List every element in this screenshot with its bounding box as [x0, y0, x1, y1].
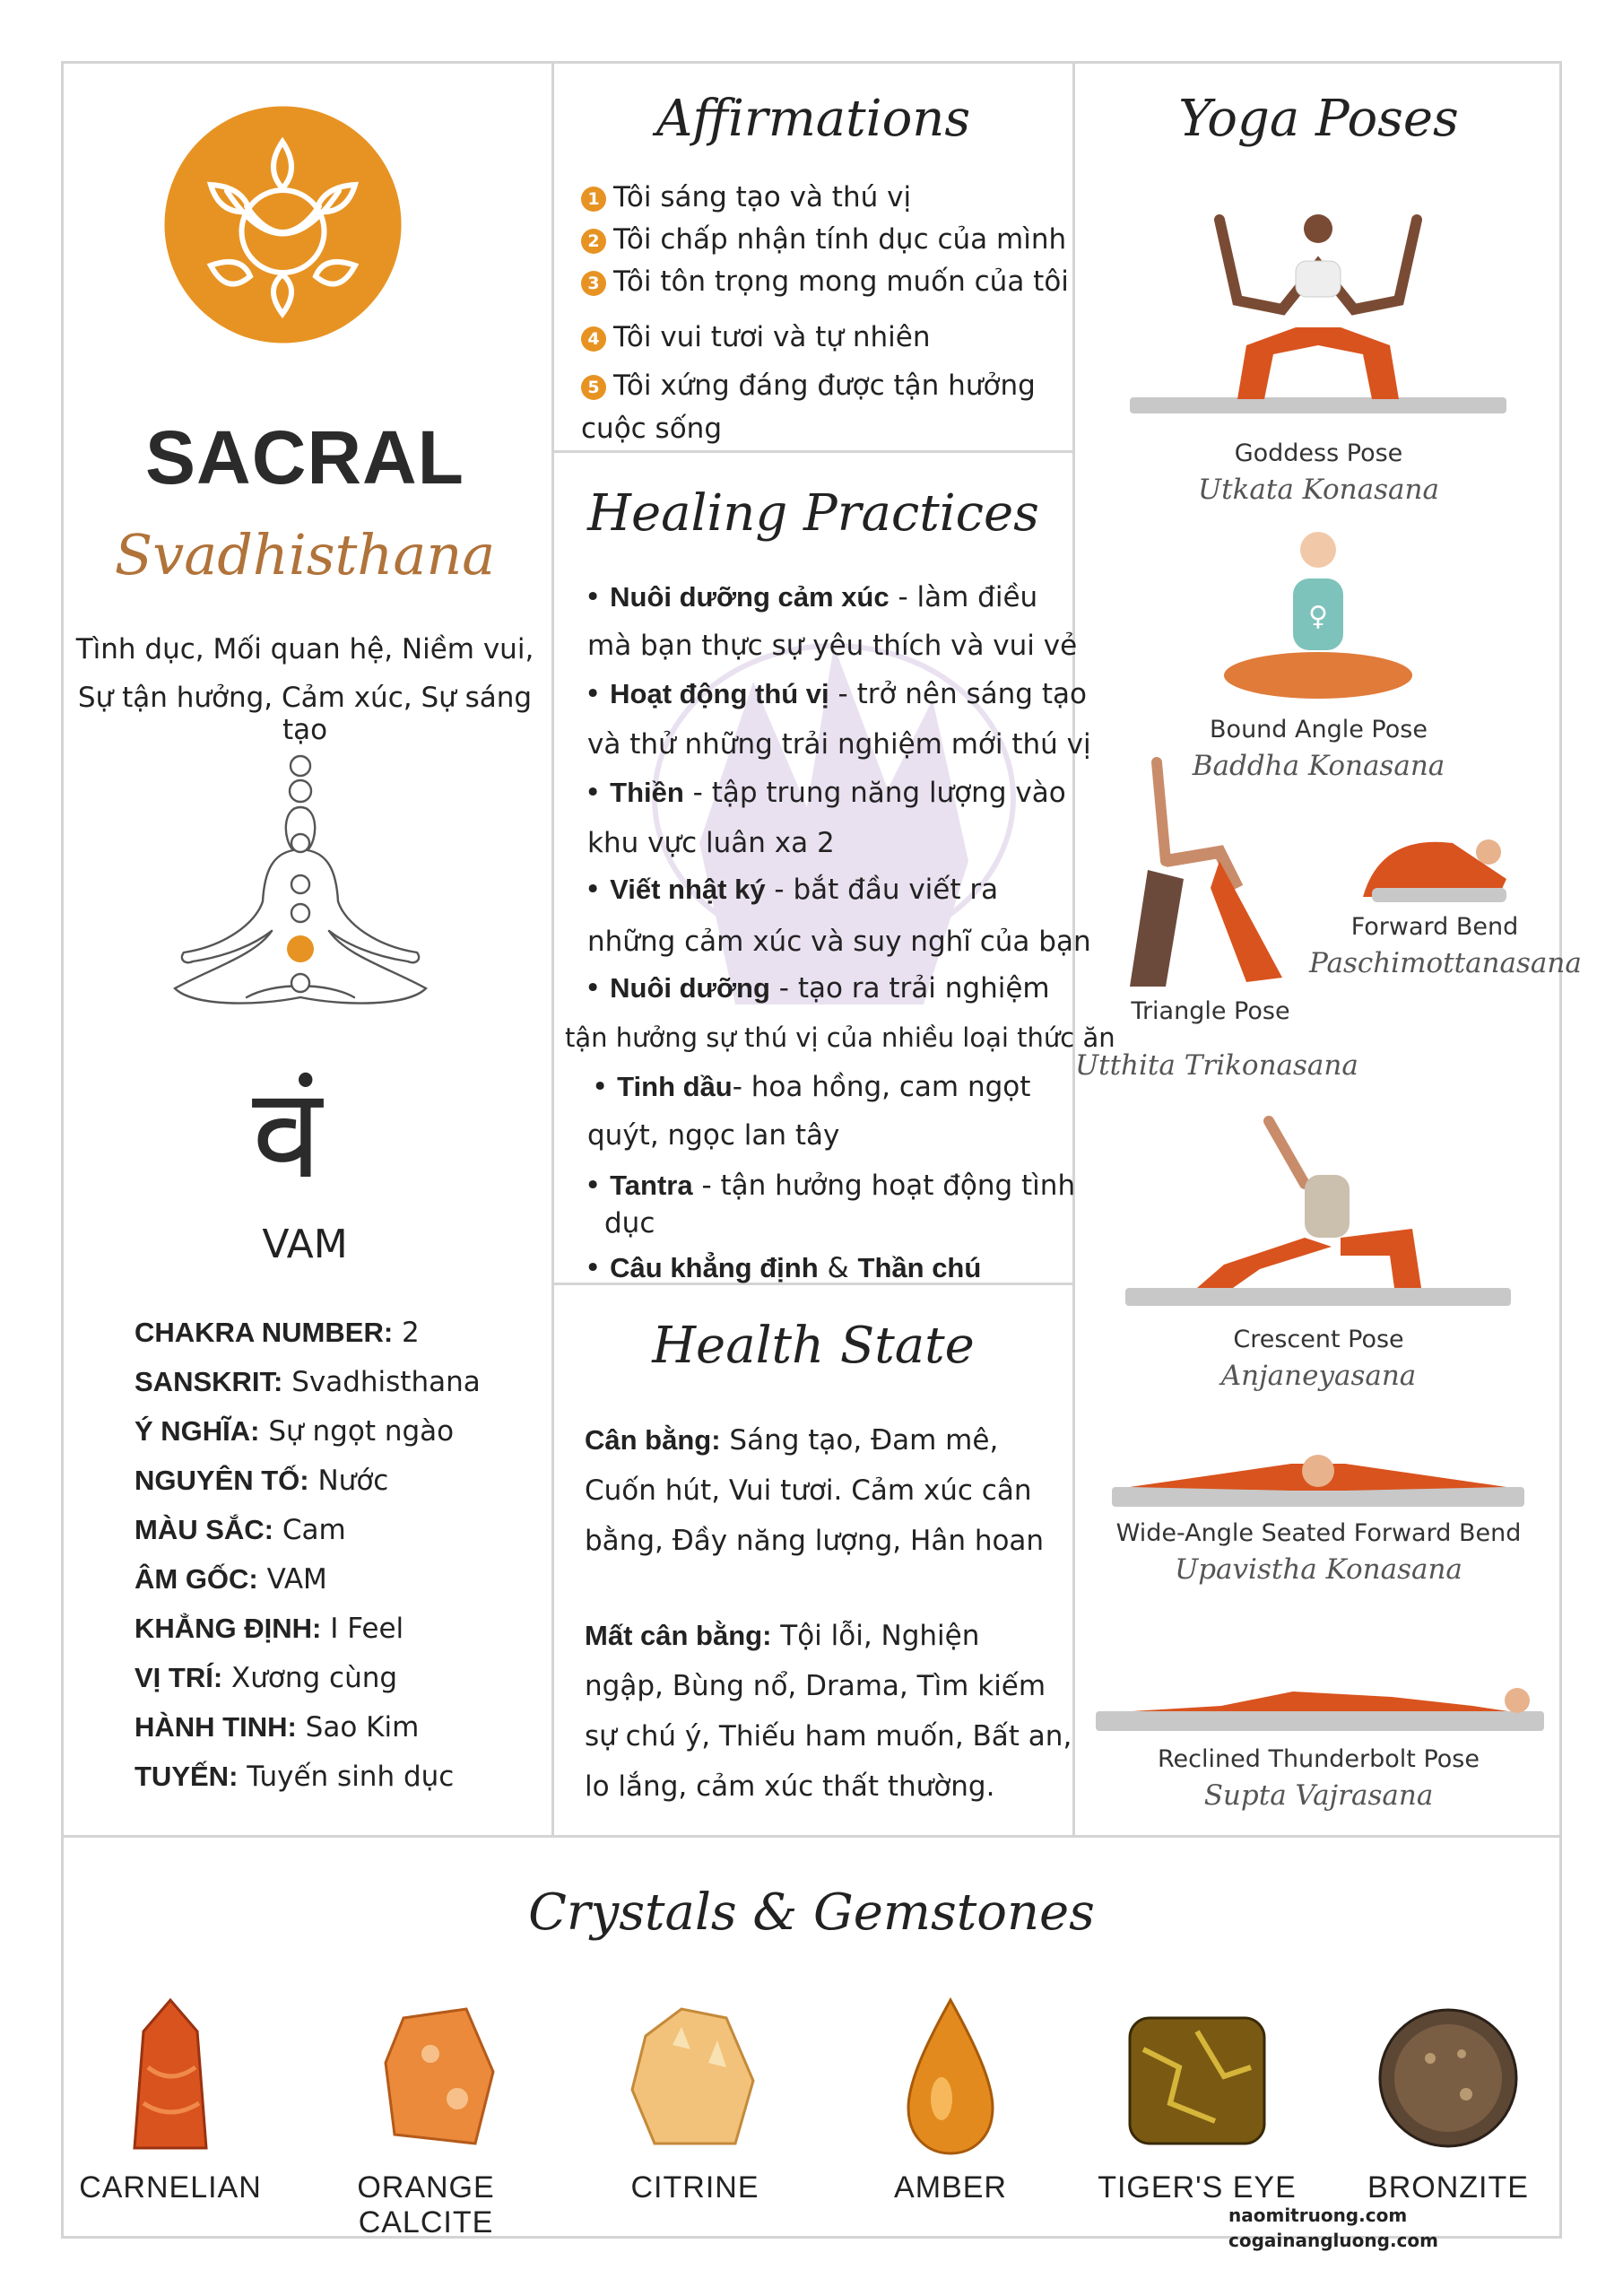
affirmation-number: 3: [581, 271, 606, 296]
crystals-title: Crystals & Gemstones: [528, 1883, 1095, 1942]
pose-name: Triangle Pose: [1131, 997, 1290, 1025]
affirmations-title: Affirmations: [655, 90, 971, 148]
pose-sanskrit: Anjaneyasana: [1220, 1360, 1417, 1392]
pose-name: Forward Bend: [1350, 913, 1519, 941]
info-row: [135, 1465, 388, 1497]
healing-item-cont: mà bạn thực sự yêu thích và vui vẻ: [587, 630, 1078, 662]
info-row: [135, 1613, 404, 1645]
health-balanced-text: Cuốn hút, Vui tươi. Cảm xúc cân: [585, 1474, 1032, 1507]
info-row: [135, 1415, 454, 1448]
affirmation-text: Tôi sáng tạo và thú vị: [613, 181, 912, 213]
health-balanced-text: bằng, Đầy năng lượng, Hân hoan: [585, 1525, 1045, 1557]
healing-item-rest: - bắt đầu viết ra: [765, 874, 999, 906]
healing-item-bold: Thiền: [610, 777, 684, 808]
affirmation-number: 2: [581, 229, 606, 254]
healing-item-rest: - trở nên sáng tạo: [829, 678, 1087, 710]
affirmation-item: [581, 321, 931, 353]
pose-name: Crescent Pose: [1233, 1326, 1404, 1353]
healing-item: • Tantra - tận hưởng hoạt động tình: [585, 1170, 1076, 1202]
tigers-eye-stone-icon: [1125, 2013, 1269, 2148]
info-label: NGUYÊN TỐ:: [135, 1465, 309, 1496]
credit-text: naomitruong.com: [1228, 2205, 1408, 2226]
healing-item-bold2: Thần chú: [857, 1252, 982, 1283]
crystal-label: CARNELIAN: [79, 2170, 262, 2205]
crystal-label: CITRINE: [630, 2170, 759, 2205]
info-row: [135, 1711, 419, 1744]
affirmation-number: 4: [581, 326, 606, 352]
healing-item: • Hoạt động thú vị - trở nên sáng tạo: [585, 678, 1087, 710]
info-label: VỊ TRÍ:: [135, 1662, 223, 1693]
healing-item-cont: dục: [604, 1207, 655, 1239]
info-value: Svadhisthana: [291, 1366, 481, 1398]
affirmation-number: 5: [581, 375, 606, 400]
info-label: ÂM GỐC:: [135, 1563, 258, 1595]
info-label: KHẲNG ĐỊNH:: [135, 1613, 322, 1644]
healing-item: • Viết nhật ký - bắt đầu viết ra: [585, 874, 999, 906]
affirmation-text: Tôi vui tươi và tự nhiên: [613, 321, 931, 353]
bronzite-stone-icon: [1376, 2005, 1520, 2152]
info-value: Tuyến sinh dục: [247, 1761, 455, 1793]
amber-stone-icon: [901, 1996, 1000, 2157]
orange-calcite-stone-icon: [377, 2000, 502, 2152]
healing-item-bold: Nuôi dưỡng: [610, 972, 770, 1004]
healing-item-bold: Nuôi dưỡng cảm xúc: [610, 581, 890, 613]
bija-label: VAM: [262, 1222, 348, 1267]
healing-item: • Nuôi dưỡng cảm xúc - làm điều: [585, 581, 1038, 613]
info-label: MÀU SẮC:: [135, 1514, 273, 1545]
goddess-pose-icon: [1130, 202, 1506, 435]
info-value: Cam: [282, 1514, 346, 1546]
affirmation-text: Tôi tôn trọng mong muốn của tôi: [613, 265, 1069, 298]
info-value: Nước: [317, 1465, 389, 1497]
healing-title: Healing Practices: [587, 484, 1039, 543]
healing-item-rest: - tận hưởng hoạt động tình: [692, 1170, 1076, 1202]
healing-item: • Câu khẳng định & Thần chú: [585, 1252, 982, 1284]
bija-mantra-glyph: [215, 1058, 359, 1211]
wide-angle-pose-icon: [1112, 1451, 1524, 1514]
crystal-label: AMBER: [894, 2170, 1007, 2205]
carnelian-stone-icon: [117, 1996, 224, 2157]
credit-text: cogainangluong.com: [1228, 2230, 1438, 2251]
healing-item-cont: quýt, ngọc lan tây: [587, 1119, 840, 1152]
info-row: [135, 1662, 397, 1694]
info-value: Sao Kim: [305, 1711, 420, 1744]
healing-item-bold: Viết nhật ký: [610, 874, 766, 905]
healing-item-cont: những cảm xúc và suy nghĩ của bạn: [587, 926, 1091, 958]
healing-item-bold: Tinh dầu: [617, 1071, 733, 1102]
health-balanced-line: [585, 1424, 998, 1457]
health-imbalanced-line: [585, 1620, 979, 1652]
healing-item-rest: - tập trung năng lượng vào: [683, 777, 1066, 809]
info-row: [135, 1563, 327, 1596]
chakra-themes-line1: Tình dục, Mối quan hệ, Niềm vui,: [75, 633, 534, 665]
healing-item-cont: và thử những trải nghiệm mới thú vị: [587, 728, 1091, 761]
info-value: I Feel: [330, 1613, 404, 1645]
info-label: Ý NGHĨA:: [135, 1415, 260, 1447]
health-title: Health State: [652, 1317, 975, 1375]
affirmation-item-cont: cuộc sống: [581, 413, 722, 445]
affirmation-text: Tôi chấp nhận tính dục của mình: [613, 223, 1067, 256]
pose-sanskrit: Paschimottanasana: [1309, 947, 1582, 979]
healing-item: • Thiền - tập trung năng lượng vào: [585, 777, 1066, 809]
affirmation-item: [581, 265, 1069, 298]
health-imbalanced-label: Mất cân bằng:: [585, 1620, 772, 1651]
crystal-label: ORANGE CALCITE: [357, 2170, 495, 2239]
info-row: [135, 1761, 454, 1793]
info-row: [135, 1317, 420, 1349]
pose-name: Goddess Pose: [1234, 439, 1403, 467]
pose-name: Wide-Angle Seated Forward Bend: [1115, 1519, 1522, 1547]
divider-affirmations: [554, 450, 1072, 453]
pose-name: Reclined Thunderbolt Pose: [1158, 1745, 1480, 1773]
healing-item-cont: tận hưởng sự thú vị của nhiều loại thức ăn: [565, 1022, 1115, 1053]
affirmation-text: Tôi xứng đáng được tận hưởng: [613, 370, 1036, 402]
healing-item: • Tinh dầu- hoa hồng, cam ngọt: [592, 1071, 1031, 1103]
divider-bottom: [61, 1835, 1562, 1838]
forward-bend-pose-icon: [1354, 816, 1515, 906]
bija-glyph: वं: [252, 1061, 322, 1207]
healing-item-rest: - hoa hồng, cam ngọt: [732, 1071, 1031, 1103]
affirmation-item: [581, 181, 911, 213]
pose-sanskrit: Utkata Konasana: [1198, 474, 1439, 506]
healing-item-rest: &: [818, 1252, 858, 1284]
reclined-thunderbolt-pose-icon: [1096, 1674, 1544, 1736]
sacral-chakra-symbol-icon: [164, 106, 402, 344]
info-value: 2: [402, 1317, 420, 1349]
crystal-label: TIGER'S EYE: [1098, 2170, 1297, 2205]
crescent-pose-icon: [1125, 1112, 1511, 1318]
info-value: VAM: [266, 1563, 327, 1596]
chakra-subtitle: Svadhisthana: [114, 522, 496, 587]
healing-item: • Nuôi dưỡng - tạo ra trải nghiệm: [585, 972, 1050, 1004]
healing-item-bold: Tantra: [610, 1170, 693, 1201]
affirmation-item: [581, 223, 1066, 256]
divider-left: [551, 61, 554, 1837]
info-row: [135, 1514, 346, 1546]
crystal-label: BRONZITE: [1367, 2170, 1529, 2205]
healing-item-bold: Câu khẳng định: [610, 1252, 819, 1283]
chakra-title: SACRAL: [145, 415, 464, 500]
pose-sanskrit: Supta Vajrasana: [1203, 1779, 1434, 1812]
healing-item-cont: khu vực luân xa 2: [587, 827, 835, 859]
pose-name: Bound Angle Pose: [1210, 716, 1428, 744]
health-imbalanced-text: ngập, Bùng nổ, Drama, Tìm kiếm: [585, 1670, 1046, 1702]
health-imbalanced-text: Tội lỗi, Nghiện: [780, 1620, 980, 1652]
health-imbalanced-text: lo lắng, cảm xúc thất thường.: [585, 1770, 995, 1803]
bound-angle-pose-icon: [1219, 525, 1417, 704]
chakra-themes-line2: Sự tận hưởng, Cảm xúc, Sự sáng tạo: [77, 682, 533, 746]
info-label: TUYẾN:: [135, 1761, 239, 1792]
healing-item-rest: - tạo ra trải nghiệm: [769, 972, 1050, 1004]
yoga-title: Yoga Poses: [1178, 90, 1459, 148]
triangle-pose-icon: [1112, 753, 1291, 996]
healing-item-bold: Hoạt động thú vị: [610, 678, 829, 709]
health-balanced-label: Cân bằng:: [585, 1424, 721, 1456]
info-value: Xương cùng: [231, 1662, 398, 1694]
info-row: [135, 1366, 481, 1398]
pose-sanskrit: Upavistha Konasana: [1175, 1553, 1462, 1586]
pose-sanskrit: Baddha Konasana: [1192, 750, 1445, 782]
affirmation-item: [581, 370, 1036, 402]
citrine-stone-icon: [628, 2000, 762, 2152]
info-label: HÀNH TINH:: [135, 1711, 297, 1743]
pose-sanskrit: Utthita Trikonasana: [1075, 1049, 1358, 1082]
meditation-figure-icon: [157, 753, 444, 1022]
info-label: SANSKRIT:: [135, 1366, 283, 1397]
health-imbalanced-text: sự chú ý, Thiếu ham muốn, Bất an,: [585, 1720, 1072, 1752]
affirmation-number: 1: [581, 187, 606, 212]
svg-text:♀: ♀: [1308, 601, 1328, 632]
info-label: CHAKRA NUMBER:: [135, 1317, 394, 1348]
health-balanced-text: Sáng tạo, Đam mê,: [729, 1424, 999, 1457]
info-value: Sự ngọt ngào: [268, 1415, 455, 1448]
healing-item-rest: - làm điều: [889, 581, 1038, 613]
